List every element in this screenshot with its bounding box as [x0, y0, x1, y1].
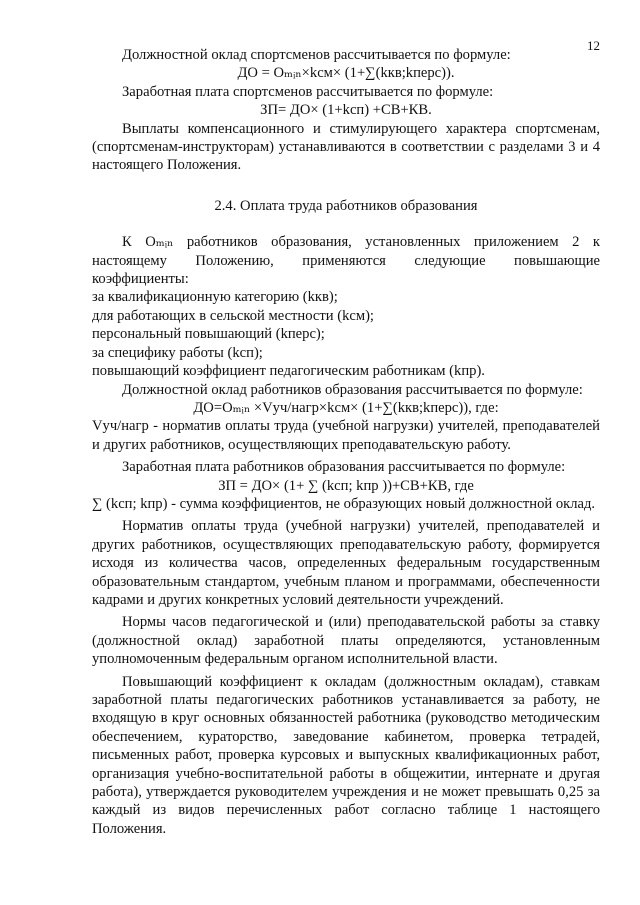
- paragraph-athlete-payments: Выплаты компенсационного и стимулирующего характера спортсменам, (спортсменам-инструкторам) устанавливаются в соответствии с разделами 3 и 4 настоящего Положения.: [92, 120, 600, 174]
- section-heading: 2.4. Оплата труда работников образования: [214, 197, 478, 214]
- list-item-specifics: за специфику работы (kсп);: [92, 344, 263, 361]
- paragraph-norm-formation: Норматив оплаты труда (учебной нагрузки) учителей, преподавателей и других работников, осуществляющих преподавательскую работу, формируется исходя из количества часов, определенных федеральным государственным образовательным стандартом, учебным планом и программами, обеспеченности кадрами и других конкретных условий деятельности учреждений.: [92, 518, 600, 608]
- formula-athlete-wage: ЗП= ДО× (1+kсп) +СВ+КВ.: [260, 102, 432, 119]
- text-line-athlete-salary-intro: Должностной оклад спортсменов рассчитывается по формуле:: [122, 47, 511, 63]
- text-line-edu-wage-intro: Заработная плата работников образования рассчитывается по формуле:: [122, 459, 566, 476]
- list-item-pedagogical: повышающий коэффициент педагогическим работникам (kпр).: [92, 363, 485, 380]
- formula-edu-base-salary: ДО=Oₘᵢₙ ×Vуч/нагр×kсм× (1+∑(kкв;kперс)), где:: [193, 399, 499, 416]
- text-line-athlete-wage-intro: Заработная плата спортсменов рассчитывается по формуле:: [122, 83, 494, 100]
- paragraph-hour-norms: Нормы часов педагогической и (или) преподавательской работы за ставку (должностной оклад) заработной платы определяются, установленным уполномоченным федеральным органом исполнительной власти.: [92, 614, 600, 668]
- paragraph-raising-coefficient: Повышающий коэффициент к окладам (должностным окладам), ставкам заработной платы педагогических работников устанавливается за работу, не входящую в круг основных обязанностей работника (руководство методическим обеспечением, кураторство, заведование кабинетом, проверка тетрадей, письменных работ, проверка курсовых и выпускных квалификационных работ, организация учебно-воспитательной работы в общежитии, интернате и другая работа), утверждается руководителем учреждения и не может превышать 0,25 за каждый из видов перечисленных работ согласно таблице 1 настоящего Положения.: [92, 673, 600, 837]
- list-item-personal: персональный повышающий (kперс);: [92, 326, 325, 343]
- document-body: [92, 46, 600, 838]
- paragraph-sum-definition: ∑ (kсп; kпр) - сумма коэффициентов, не образующих новый должностной оклад.: [92, 495, 596, 512]
- list-item-qualification: за квалификационную категорию (kкв);: [92, 289, 338, 306]
- page-number: 12: [587, 38, 600, 53]
- formula-edu-wage: ЗП = ДО× (1+ ∑ (kсп; kпр ))+СВ+КВ, где: [218, 477, 474, 494]
- paragraph-coefficients-intro: К Oₘᵢₙ работников образования, установленных приложением 2 к настоящему Положению, применяются следующие повышающие коэффициенты:: [92, 234, 600, 288]
- paragraph-norm-definition: Vуч/нагр - норматив оплаты труда (учебной нагрузки) учителей, преподавателей и других работников, осуществляющих преподавательскую работу.: [92, 418, 600, 453]
- list-item-rural: для работающих в сельской местности (kсм);: [92, 307, 374, 324]
- text-line-edu-salary-intro: Должностной оклад работников образования рассчитывается по формуле:: [122, 381, 583, 398]
- formula-athlete-base-salary: ДО = Oₘᵢₙ×kсм× (1+∑(kкв;kперс)).: [237, 65, 455, 82]
